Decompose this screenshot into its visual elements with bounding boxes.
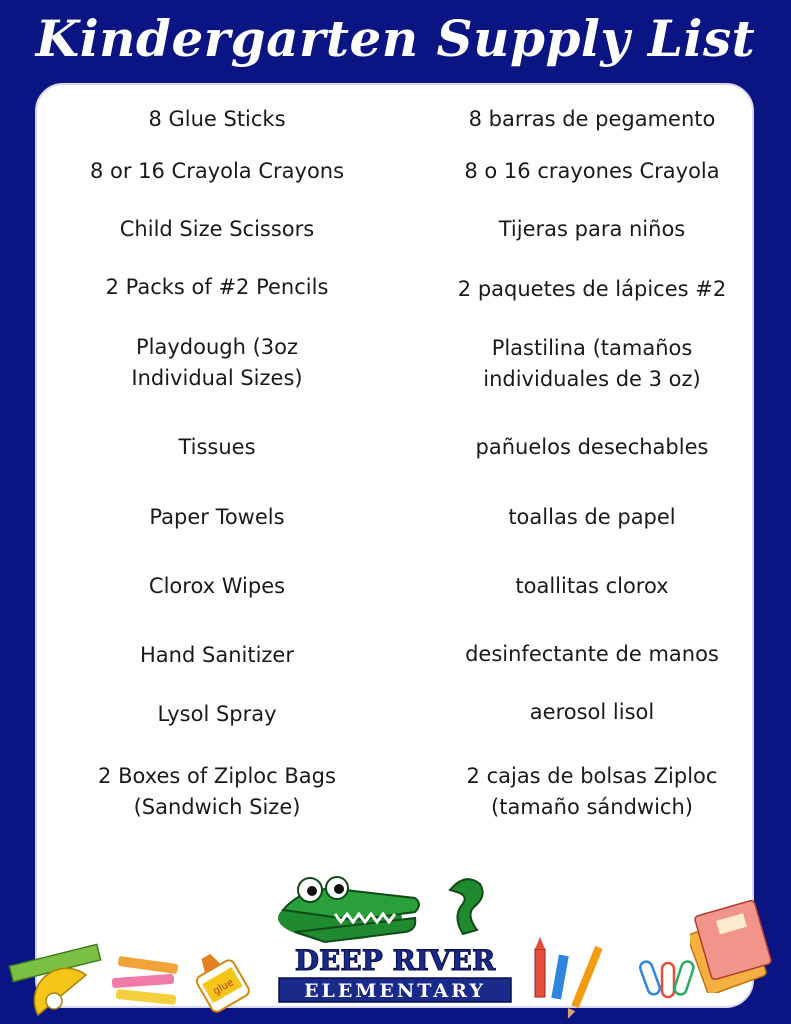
supply-item-es: toallitas clorox (515, 574, 669, 598)
supply-item-es: toallas de papel (508, 505, 676, 529)
logo-line2: ELEMENTARY (304, 980, 486, 1002)
supply-item-es: Plastilina (tamaños individuales de 3 oz) (483, 336, 701, 391)
paperclips-icon (638, 955, 698, 1005)
alligator-icon (278, 877, 483, 942)
supply-item-en: 2 Boxes of Ziploc Bags (Sandwich Size) (98, 764, 336, 819)
supply-item-es: 8 barras de pegamento (468, 107, 716, 131)
supply-item-es: aerosol lisol (529, 700, 655, 724)
deep-river-logo (265, 870, 525, 1010)
supply-item-en: Paper Towels (149, 505, 285, 529)
glue-bottle-icon (180, 945, 260, 1015)
supply-item-en: Child Size Scissors (119, 217, 315, 241)
supply-item-en: 8 or 16 Crayola Crayons (89, 159, 345, 183)
supply-item-es: 2 paquetes de lápices #2 (457, 277, 727, 301)
supply-item-es: desinfectante de manos (465, 642, 719, 666)
supply-item-es: Tijeras para niños (498, 217, 686, 241)
supply-item-es: 2 cajas de bolsas Ziploc (tamaño sándwich) (466, 764, 718, 819)
svg-text:glue: glue (211, 977, 236, 998)
supply-item-en: Tissues (178, 435, 256, 459)
crayons-pencils-icon (525, 935, 625, 1020)
logo-line1: DEEP RIVER (294, 944, 496, 977)
supply-item-en: Lysol Spray (157, 702, 277, 726)
crayons-icon (108, 952, 188, 1012)
ruler-protractor-icon (8, 935, 108, 1020)
supply-item-es: pañuelos desechables (475, 435, 709, 459)
supply-item-en: Hand Sanitizer (140, 643, 294, 667)
supply-item-en: 2 Packs of #2 Pencils (105, 275, 329, 299)
supply-item-en: 8 Glue Sticks (148, 107, 286, 131)
supply-item-en: Playdough (3oz Individual Sizes) (131, 335, 303, 390)
notebooks-icon (690, 893, 780, 993)
page-title: Kindergarten Supply List (35, 9, 756, 68)
supply-item-es: 8 o 16 crayones Crayola (464, 159, 720, 183)
supply-item-en: Clorox Wipes (148, 574, 286, 598)
